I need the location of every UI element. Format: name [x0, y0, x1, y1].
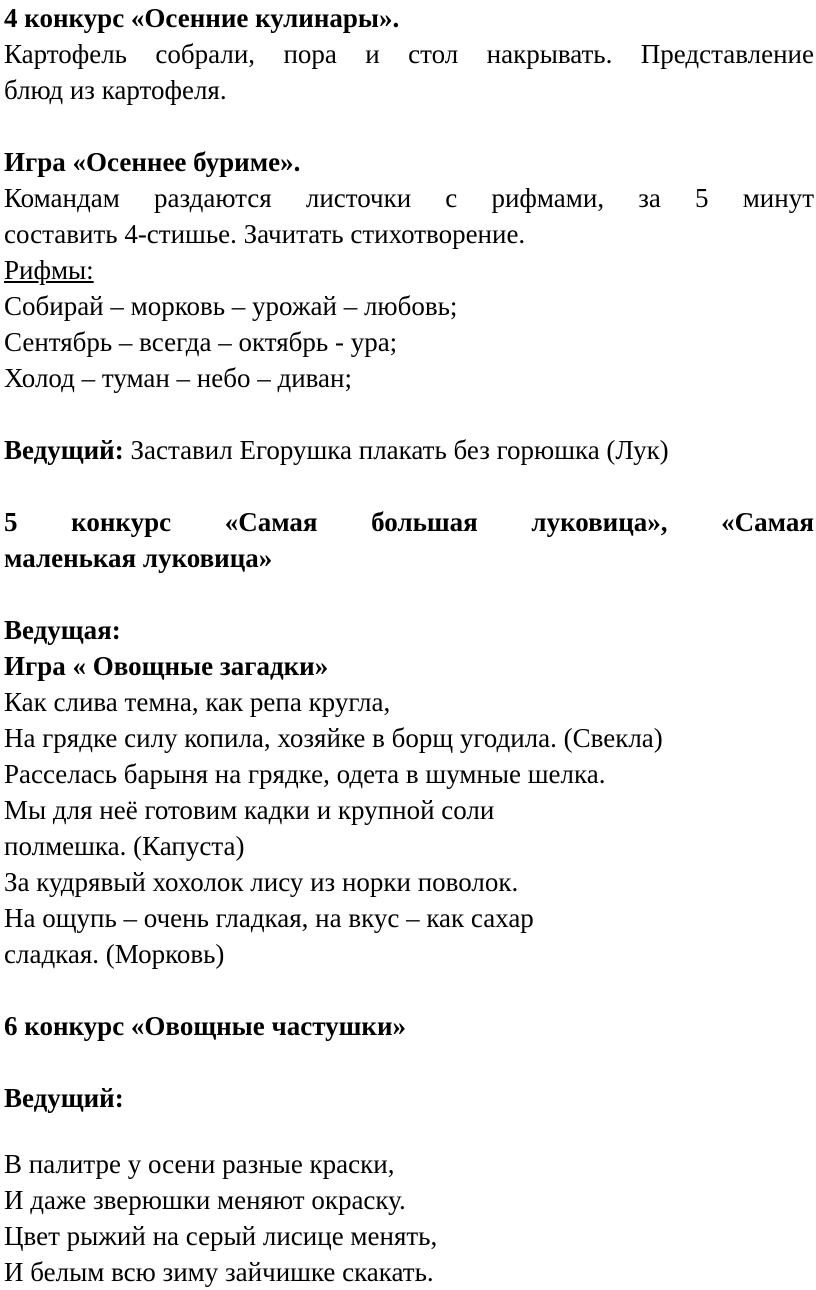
contest5-heading-line1: 5 конкурс «Самая большая луковица», «Самая — [4, 507, 814, 537]
contest6-heading: 6 конкурс «Овощные частушки» — [4, 1011, 407, 1041]
rhyme-line: Сентябрь – всегда – октябрь - ура; — [4, 327, 398, 357]
host2-label: Ведущая: — [4, 615, 121, 645]
host1-text: Заставил Егорушка плакать без горюшка (Лук) — [123, 435, 669, 465]
spacer — [4, 972, 814, 1008]
contest5-heading-line2: маленькая луковица» — [4, 543, 273, 573]
burime-text-line1: Командам раздаются листочки с рифмами, за 5 минут — [4, 183, 814, 213]
host1-label: Ведущий: — [4, 435, 124, 465]
poem-line: И белым всю зиму зайчишке скакать. — [4, 1257, 434, 1287]
riddle-line: На ощупь – очень гладкая, на вкус – как сахар — [4, 903, 534, 933]
riddle-line: полмешка. (Капуста) — [4, 831, 245, 861]
burime-heading: Игра «Осеннее буриме». — [4, 147, 301, 177]
spacer — [4, 1044, 814, 1080]
spacer — [4, 396, 814, 432]
spacer — [4, 576, 814, 612]
riddles-heading: Игра « Овощные загадки» — [4, 651, 329, 681]
rhymes-label: Рифмы: — [4, 255, 94, 285]
riddle-line: На грядке силу копила, хозяйке в борщ угодила. (Свекла) — [4, 723, 663, 753]
poem-line: В палитре у осени разные краски, — [4, 1149, 395, 1179]
contest4-heading: 4 конкурс «Осенние кулинары». — [4, 3, 400, 33]
document-page — [4, 0, 814, 1290]
spacer — [4, 108, 814, 144]
poem-line: И даже зверюшки меняют окраску. — [4, 1185, 406, 1215]
riddle-line: Мы для неё готовим кадки и крупной соли — [4, 795, 495, 825]
spacer — [4, 1116, 814, 1146]
host1-line — [4, 432, 814, 468]
spacer — [4, 468, 814, 504]
rhymes-label-line — [4, 252, 814, 288]
contest4-text-line1: Картофель собрали, пора и стол накрывать. Представление — [4, 39, 814, 69]
contest4-text-line2: блюд из картофеля. — [4, 75, 227, 105]
riddle-line: Как слива темна, как репа кругла, — [4, 687, 391, 717]
rhyme-line: Собирай – морковь – урожай – любовь; — [4, 291, 458, 321]
riddle-line: сладкая. (Морковь) — [4, 939, 225, 969]
riddle-line: За кудрявый хохолок лису из норки поволок. — [4, 867, 519, 897]
host3-label: Ведущий: — [4, 1083, 124, 1113]
burime-text-line2: составить 4-стишье. Зачитать стихотворение. — [4, 219, 526, 249]
riddle-line: Расселась барыня на грядке, одета в шумные шелка. — [4, 759, 606, 789]
rhyme-line: Холод – туман – небо – диван; — [4, 363, 352, 393]
poem-line: Цвет рыжий на серый лисице менять, — [4, 1221, 438, 1251]
